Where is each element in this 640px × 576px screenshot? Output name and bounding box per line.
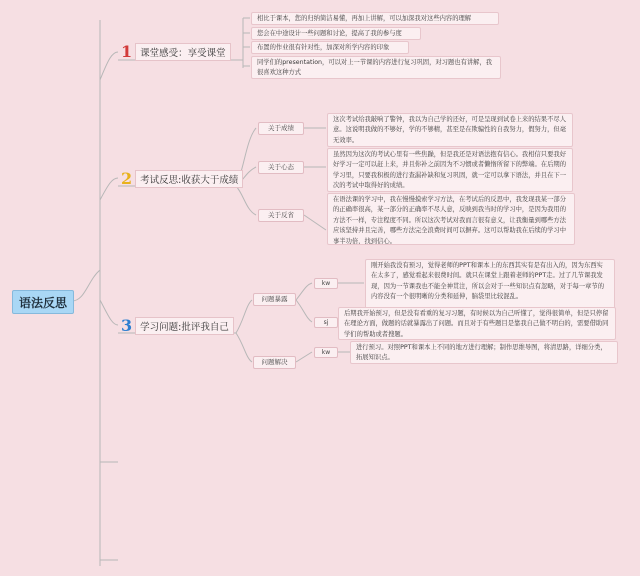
note-2-reflection[interactable]	[327, 193, 575, 245]
sub-label: 关于反省	[268, 211, 294, 219]
sub-topic-score[interactable]	[258, 122, 304, 135]
note-3-problem-2[interactable]	[338, 307, 616, 340]
topic-number-2: 2	[121, 169, 133, 188]
note-text: 相比于课本，您的归纳简洁易懂，再加上讲解，可以加深我对这些内容的理解	[257, 15, 472, 22]
note-1-1[interactable]	[251, 12, 499, 25]
sub-label: 问题解决	[261, 358, 288, 366]
root-topic[interactable]	[12, 290, 74, 314]
note-1-4[interactable]	[251, 56, 501, 79]
topic-number-1: 1	[121, 42, 133, 61]
tag-sj[interactable]	[314, 317, 338, 328]
note-text: 您会在中途设计一些问题和讨论，提高了我的参与度	[257, 30, 402, 37]
tag-label: kw	[321, 349, 331, 356]
note-text: 进行预习。对照PPT和课本上不同的地方进行理解；制作思维导图，将清思路，详细分类，拓展知识点。	[356, 344, 607, 362]
main-topic-1[interactable]	[121, 42, 231, 61]
note-2-score[interactable]	[327, 113, 573, 147]
topic-label-3: 学习问题:批评我自己	[135, 317, 234, 335]
note-2-mindset[interactable]	[327, 148, 573, 192]
tag-label: sj	[323, 319, 329, 326]
note-3-solution-1[interactable]	[350, 341, 618, 364]
sub-topic-reflection[interactable]	[258, 209, 304, 222]
tag-kw[interactable]	[314, 278, 338, 289]
note-1-3[interactable]	[251, 41, 409, 54]
sub-topic-mindset[interactable]	[258, 161, 304, 174]
sub-label: 关于心态	[268, 163, 294, 171]
topic-label-1: 课堂感受：享受课堂	[135, 43, 231, 61]
sub-label: 问题暴露	[261, 295, 288, 303]
sub-topic-problems[interactable]	[253, 293, 296, 306]
sub-topic-solutions[interactable]	[253, 356, 296, 369]
root-label: 语法反思	[18, 295, 67, 310]
tag-label: kw	[321, 280, 331, 287]
topic-number-3: 3	[121, 316, 133, 335]
note-text: 刚开始我没有预习，觉得老师的PPT和课本上的东西其实有是有出入的，因为东西实在太多了，感觉看起来很费时间。就只在课堂上跟着老师的PPT走。过了几节课我发现，因为一节课我也不能全神贯注，所以会对于一些知识点有忽略，对于每一章节的内容没有一个很明晰的分类和延伸，脑袋里比较混乱。	[371, 262, 604, 301]
note-text: 在语法课的学习中，我在慢慢摸索学习方法，在考试后的反思中，我发现我某一部分的正确率很高，某一部分的正确率不尽人意，反映到我当时的学习中，是因为我用的方法不一样，专注程度不同。所以这次考试对我而言很有意义，让我衡量到哪些方法应该坚持并且完善，哪些方法完全浪费时间可以摒弃。这可以帮助我在后续的学习中事半功倍，找到信心。	[333, 196, 566, 245]
sub-label: 关于成绩	[268, 124, 294, 132]
note-3-problem-1[interactable]	[365, 259, 615, 311]
topic-label-2: 考试反思:收获大于成绩	[135, 170, 243, 188]
main-topic-3[interactable]	[121, 316, 234, 335]
note-text: 这次考试给我敲响了警钟，我以为自己学的还好，可是呈现到试卷上来的结果不尽人意。这说明我做的不够好，学的不够精，甚至是在欺骗性的自我努力，假努力，但毫无效率。	[333, 116, 566, 144]
note-text: 同学们的presentation，可以对上一节课的内容进行复习巩固，对习题也有讲解，我很喜欢这种方式	[257, 59, 493, 77]
note-text: 布置的作业很有针对性，加深对所学内容的印象	[257, 44, 390, 51]
main-topic-2[interactable]	[121, 169, 243, 188]
note-1-2[interactable]	[251, 27, 421, 40]
tag-kw[interactable]	[314, 347, 338, 358]
note-text: 后期我开始预习，但是没有看重的复习习题，有时候以为自己听懂了，觉得很简单，但是只停留在理论方面，做题的话就暴露出了问题。而且对于有些题目是靠我自己做不明白的，需要借助同学们的帮助或者搜题。	[344, 310, 609, 338]
note-text: 虽然因为这次的考试心里有一些焦躁，但是我还是对语法抱有信心。我相信只要我好好学习一定可以赶上来，并且你补之前因为不习惯或者懒惰所留下的弊端。在后期的学习里，只要我积极的进行查漏补缺和复习巩固，就一定可以拿下语法，并且在下一次的考试中取得好的成绩。	[333, 151, 566, 190]
